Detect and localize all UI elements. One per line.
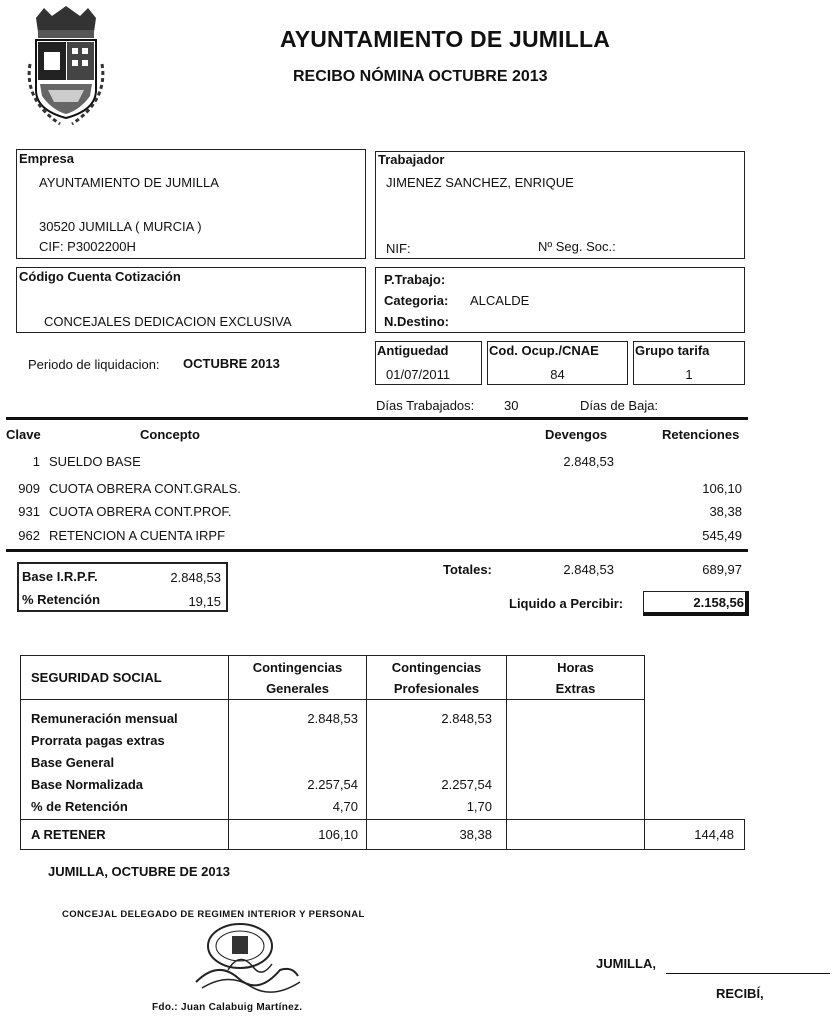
ss-extras-values <box>507 700 645 820</box>
ss-row-label: Base General <box>31 755 115 770</box>
ss-title: SEGURIDAD SOCIAL <box>31 670 162 685</box>
bottom-rule <box>6 549 748 552</box>
row-concepto: CUOTA OBRERA CONT.PROF. <box>49 504 232 519</box>
ss-retener-label-cell <box>21 820 229 850</box>
row-clave: 962 <box>18 528 40 543</box>
ss-value: 1,70 <box>466 799 492 814</box>
liquido-label: Liquido a Percibir: <box>509 596 624 611</box>
empresa-name: AYUNTAMIENTO DE JUMILLA <box>39 175 219 190</box>
ss-value: 2.848,53 <box>441 711 492 726</box>
ss-col-prof-line1: Contingencias <box>391 659 482 675</box>
col-clave: Clave <box>6 427 41 442</box>
liquido-value: 2.158,56 <box>693 595 744 610</box>
ss-col-prof-line2: Profesionales <box>393 680 480 696</box>
col-devengos: Devengos <box>545 427 608 442</box>
totales-label: Totales: <box>443 562 492 577</box>
periodo-value: OCTUBRE 2013 <box>183 356 280 371</box>
ss-title-cell <box>21 656 229 700</box>
firmado-label: Fdo.: Juan Calabuig Martínez. <box>152 1002 303 1013</box>
table-row <box>0 528 760 548</box>
nss-label: Nº Seg. Soc.: <box>538 239 616 254</box>
ss-empty-body <box>645 700 745 820</box>
ss-value: 4,70 <box>332 799 358 814</box>
ndestino-label: N.Destino: <box>384 314 449 329</box>
col-concepto: Concepto <box>140 427 200 442</box>
row-clave: 909 <box>18 481 40 496</box>
footer-date: JUMILLA, OCTUBRE DE 2013 <box>48 864 231 879</box>
official-stamp-icon <box>188 920 308 1000</box>
page-subtitle: RECIBO NÓMINA OCTUBRE 2013 <box>293 68 548 85</box>
grupo-tarifa-value: 1 <box>685 367 693 382</box>
table-row <box>0 481 760 501</box>
jumilla-label: JUMILLA, <box>596 956 656 971</box>
periodo-label: Periodo de liquidacion: <box>28 357 160 372</box>
antiguedad-value: 01/07/2011 <box>386 367 451 382</box>
ss-retener-label: A RETENER <box>31 827 106 842</box>
signature-line <box>666 973 830 974</box>
antiguedad-box <box>375 341 482 385</box>
table-row <box>0 454 760 474</box>
ss-value: 2.257,54 <box>307 777 358 792</box>
codigo-cuenta-value: CONCEJALES DEDICACION EXCLUSIVA <box>44 314 292 329</box>
ss-row-label: % de Retención <box>31 799 128 814</box>
ss-row-label: Prorrata pagas extras <box>31 733 165 748</box>
ss-retener-extras <box>507 820 645 850</box>
totales-devengos: 2.848,53 <box>563 562 614 577</box>
ss-generales-values <box>229 700 367 820</box>
antiguedad-label: Antiguedad <box>377 343 449 358</box>
ss-col-extras-line1: Horas <box>557 659 594 675</box>
ss-col-generales <box>229 656 367 700</box>
ss-row-label: Base Normalizada <box>31 777 143 792</box>
ptrabajo-label: P.Trabajo: <box>384 272 446 287</box>
grupo-tarifa-box <box>633 341 745 385</box>
row-clave: 931 <box>18 504 40 519</box>
codigo-cuenta-box <box>16 267 366 333</box>
trabajador-box <box>375 151 745 259</box>
categoria-label: Categoria: <box>384 293 449 308</box>
grupo-tarifa-label: Grupo tarifa <box>635 343 710 358</box>
concejal-title: CONCEJAL DELEGADO DE REGIMEN INTERIOR Y PERSONAL <box>62 909 365 920</box>
trabajador-label: Trabajador <box>378 152 445 167</box>
ss-retener-prof: 38,38 <box>367 820 507 850</box>
ss-retener-gen: 106,10 <box>229 820 367 850</box>
row-concepto: SUELDO BASE <box>49 454 141 469</box>
empresa-box <box>16 149 366 259</box>
empresa-address: 30520 JUMILLA ( MURCIA ) <box>39 219 202 234</box>
table-row <box>0 504 760 524</box>
cod-ocup-box <box>487 341 628 385</box>
ss-col-extras <box>507 656 645 700</box>
coat-of-arms-icon <box>20 4 112 132</box>
ss-profesionales-values <box>367 700 507 820</box>
ss-row-label: Remuneración mensual <box>31 711 178 726</box>
empresa-cif: CIF: P3002200H <box>39 239 136 254</box>
puesto-box <box>375 267 745 333</box>
codigo-cuenta-label: Código Cuenta Cotización <box>19 269 181 284</box>
ss-value: 2.257,54 <box>441 777 492 792</box>
base-irpf-value: 2.848,53 <box>170 570 221 585</box>
ss-value: 2.848,53 <box>307 711 358 726</box>
recibi-label: RECIBÍ, <box>716 986 764 1001</box>
categoria-value: ALCALDE <box>470 293 530 308</box>
ss-col-generales-line1: Contingencias <box>252 659 343 675</box>
page-title: AYUNTAMIENTO DE JUMILLA <box>280 26 611 52</box>
trabajador-name: JIMENEZ SANCHEZ, ENRIQUE <box>386 175 574 190</box>
row-retenciones: 545,49 <box>702 528 742 543</box>
row-concepto: RETENCION A CUENTA IRPF <box>49 528 226 543</box>
retencion-label: % Retención <box>22 592 101 607</box>
col-retenciones: Retenciones <box>662 427 740 442</box>
dias-trabajados-value: 30 <box>504 398 519 413</box>
top-rule <box>6 417 748 420</box>
dias-baja-label: Días de Baja: <box>580 398 659 413</box>
nif-label: NIF: <box>386 241 411 256</box>
empresa-label: Empresa <box>19 151 74 166</box>
cod-ocup-label: Cod. Ocup./CNAE <box>489 343 599 358</box>
cod-ocup-value: 84 <box>550 367 565 382</box>
liquido-box <box>643 591 749 616</box>
row-clave: 1 <box>32 454 40 469</box>
row-retenciones: 38,38 <box>709 504 742 519</box>
base-irpf-label: Base I.R.P.F. <box>22 569 98 584</box>
ss-col-extras-line2: Extras <box>555 680 596 696</box>
ss-labels-cell <box>21 700 229 820</box>
ss-col-generales-line2: Generales <box>266 680 329 696</box>
retencion-value: 19,15 <box>188 594 221 609</box>
row-retenciones: 106,10 <box>702 481 742 496</box>
ss-col-profesionales <box>367 656 507 700</box>
seguridad-social-table <box>20 655 745 850</box>
row-devengos: 2.848,53 <box>563 454 614 469</box>
base-irpf-box <box>17 562 228 612</box>
totales-retenciones: 689,97 <box>702 562 742 577</box>
ss-empty-header <box>645 656 745 700</box>
ss-retener-total: 144,48 <box>645 820 745 850</box>
row-concepto: CUOTA OBRERA CONT.GRALS. <box>49 481 241 496</box>
dias-trabajados-label: Días Trabajados: <box>376 398 475 413</box>
